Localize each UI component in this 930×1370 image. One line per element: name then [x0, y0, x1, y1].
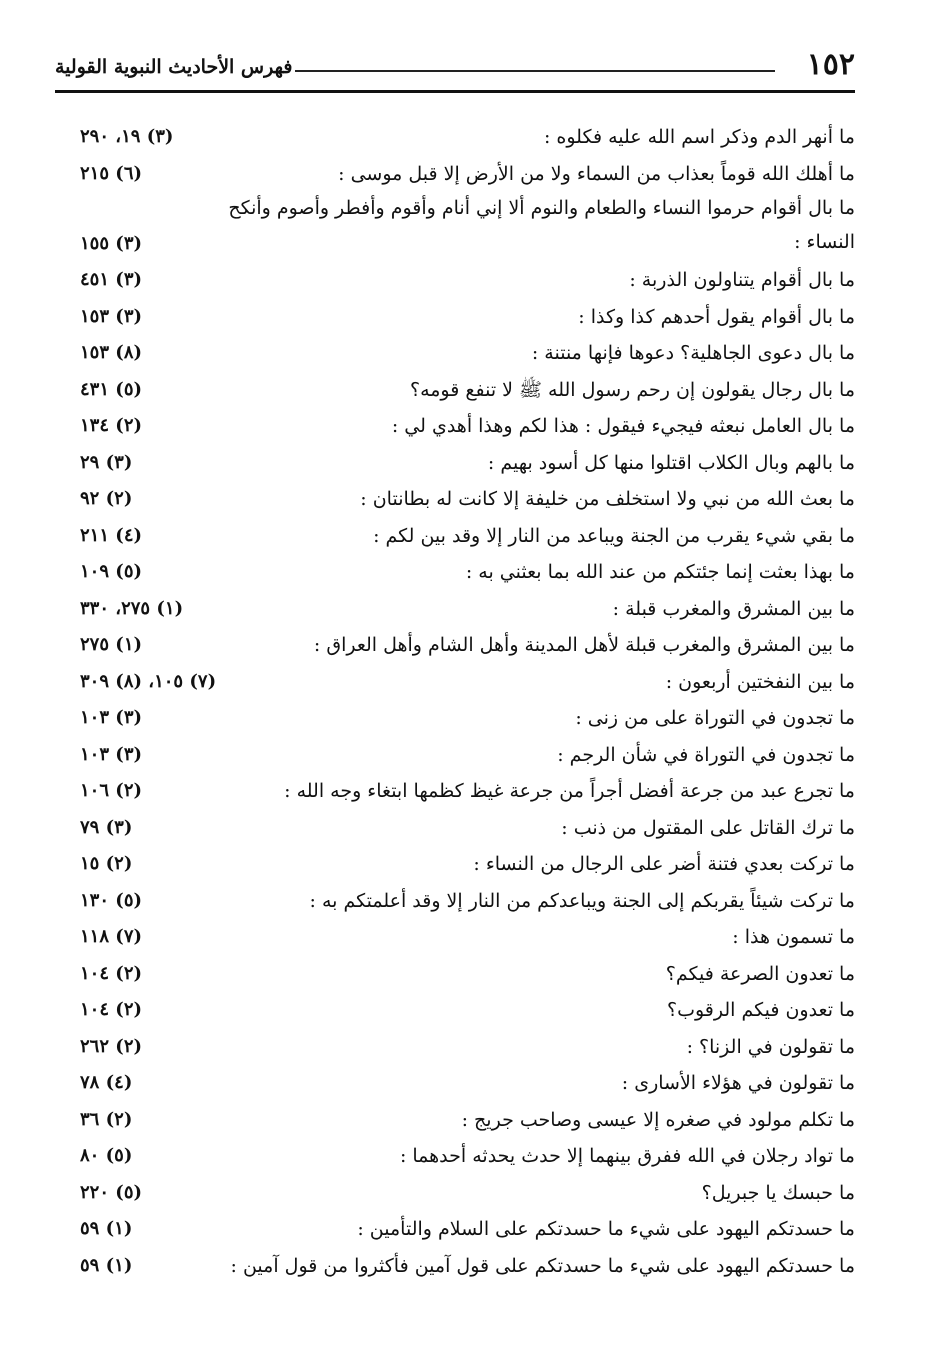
hadith-text: ما بال العامل نبعثه فيجيء فيقول : هذا لكم وهذا أهدي لي :: [391, 415, 855, 437]
hadith-text: ما أنهر الدم وذكر اسم الله عليه فكلوه :: [543, 126, 855, 148]
hadith-text: ما بقي شيء يقرب من الجنة ويباعد من النار إلا وقد بين لكم :: [373, 524, 855, 547]
volume-page-ref: (٤) ٧٨: [80, 1072, 133, 1093]
hadith-text: ما تقولون في هؤلاء الأسارى :: [621, 1072, 855, 1094]
volume-page-ref: (٣) ٢٩: [80, 451, 133, 473]
hadith-text: ما أهلك الله قوماً بعذاب من السماء ولا من الأرض إلا قبل موسى :: [338, 162, 855, 185]
index-entry: [80, 1066, 855, 1103]
volume-page-ref: (٢) ١٠٤: [80, 999, 143, 1020]
volume-page-ref: (٣) ١٠٣: [80, 743, 143, 765]
hadith-text: ما تعدون الصرعة فيكم؟: [665, 962, 855, 985]
index-entry: [80, 446, 855, 483]
volume-page-ref: (٢) ١٠٤: [80, 962, 143, 984]
index-entry: [80, 592, 855, 629]
header-dash: [295, 70, 775, 72]
header-rule: [55, 90, 855, 93]
index-entry: [80, 555, 855, 592]
index-entry: [80, 409, 855, 446]
volume-page-ref: (٢) ١٥: [80, 853, 133, 874]
index-entry: [80, 774, 855, 811]
volume-page-ref: (١) ٢٧٥: [80, 634, 143, 655]
volume-page-ref: (٥) ٨٠: [80, 1145, 133, 1166]
hadith-text: ما بين النفختين أربعون :: [665, 670, 855, 693]
hadith-text: ما تكلم مولود في صغره إلا عيسى وصاحب جريج :: [461, 1108, 855, 1131]
hadith-text: ما ترك القاتل على المقتول من ذنب :: [561, 816, 855, 839]
index-entry: [80, 263, 855, 300]
index-entry: [80, 1030, 855, 1067]
volume-page-ref: (٣) ١٠٣: [80, 707, 143, 728]
index-entry: [80, 1176, 855, 1213]
index-entry: [80, 957, 855, 994]
hadith-text: ما تركت شيئاً يقربكم إلى الجنة ويباعدكم من النار إلا وقد أعلمتكم به :: [309, 889, 855, 912]
index-entry: [80, 701, 855, 738]
volume-page-ref: (٣) ١٥٥: [80, 233, 143, 254]
index-entry: [80, 519, 855, 556]
page-header: [55, 48, 855, 88]
index-entry: [80, 1139, 855, 1176]
hadith-text: ما حسدتكم اليهود على شيء ما حسدتكم على قول آمين فأكثروا من قول آمين :: [230, 1254, 855, 1277]
index-entry: [80, 738, 855, 775]
volume-page-ref: (٥) ٢٢٠: [80, 1181, 143, 1203]
hadith-text: ما تجدون في التوراة في شأن الرجم :: [557, 743, 855, 766]
hadith-text: ما تجدون في التوراة على من زنى :: [575, 707, 855, 729]
index-entry: [80, 920, 855, 957]
index-entry: [80, 336, 855, 373]
hadith-text: ما بال دعوى الجاهلية؟ دعوها فإنها منتنة :: [531, 342, 855, 364]
index-entry: [80, 1103, 855, 1140]
volume-page-ref: (١) ٥٩: [80, 1254, 133, 1276]
hadith-text: ما حسدتكم اليهود على شيء ما حسدتكم على السلام والتأمين :: [357, 1218, 855, 1240]
volume-page-ref: (٢) ٣٦: [80, 1108, 133, 1130]
hadith-text: ما تعدون فيكم الرقوب؟: [666, 999, 855, 1021]
volume-page-ref: (٥) ٤٣١: [80, 378, 143, 400]
volume-page-ref: (٢) ٩٢: [80, 488, 133, 509]
hadith-text: ما بالهم وبال الكلاب اقتلوا منها كل أسود بهيم :: [487, 451, 855, 474]
hadith-text: ما حبسك يا جبريل؟: [701, 1181, 855, 1204]
index-entry: [80, 665, 855, 702]
hadith-text: ما بال رجال يقولون إن رحم رسول الله ﷺ لا تنفع قومه؟: [409, 378, 855, 401]
hadith-index-list: [80, 120, 855, 1285]
index-entry: [80, 482, 855, 519]
hadith-text: ما بين المشرق والمغرب قبلة لأهل المدينة وأهل الشام وأهل العراق :: [313, 634, 855, 656]
hadith-text: ما بهذا بعثت إنما جئتكم من عند الله بما بعثني به :: [465, 561, 855, 583]
index-entry: [80, 1249, 855, 1286]
volume-page-ref: (٦) ٢١٥: [80, 162, 143, 184]
volume-page-ref: (٧) ١٠٥، (٨) ٣٠٩: [80, 670, 217, 692]
volume-page-ref: (١) ٢٧٥، ٣٣٠: [80, 597, 184, 619]
page-number: ١٥٢: [806, 47, 855, 82]
volume-page-ref: (٢) ٢٦٢: [80, 1035, 143, 1057]
index-entry: [80, 193, 855, 263]
volume-page-ref: (١) ٥٩: [80, 1218, 133, 1239]
hadith-text: ما بال أقوام يقول أحدهم كذا وكذا :: [578, 305, 855, 328]
hadith-text: ما تركت بعدي فتنة أضر على الرجال من النساء :: [473, 853, 855, 875]
index-entry: [80, 1212, 855, 1249]
index-entry: [80, 993, 855, 1030]
volume-page-ref: (٧) ١١٨: [80, 926, 143, 947]
index-entry: [80, 628, 855, 665]
volume-page-ref: (٣) ٤٥١: [80, 269, 143, 290]
index-entry: [80, 884, 855, 921]
volume-page-ref: (٤) ٢١١: [80, 524, 143, 546]
running-title: فهرس الأحاديث النبوية القولية: [55, 56, 293, 78]
volume-page-ref: (٥) ١٣٠: [80, 889, 143, 911]
index-entry: [80, 811, 855, 848]
volume-page-ref: (٥) ١٠٩: [80, 561, 143, 582]
hadith-text: ما بال أقوام حرموا النساء والطعام والنوم ألا إني أنام وأقوم وأفطر وأصوم وأنكح النساء :: [228, 197, 855, 253]
hadith-text: ما بعث الله من نبي ولا استخلف من خليفة إلا كانت له بطانتان :: [360, 488, 855, 510]
index-entry: [80, 120, 855, 157]
hadith-text: ما تواد رجلان في الله ففرق بينهما إلا حدث يحدثه أحدهما :: [399, 1145, 855, 1167]
volume-page-ref: (٣) ١٩، ٢٩٠: [80, 126, 174, 147]
volume-page-ref: (٨) ١٥٣: [80, 342, 143, 363]
hadith-text: ما تجرع عبد من جرعة أفضل أجراً من جرعة غيظ كظمها ابتغاء وجه الله :: [284, 780, 855, 802]
index-entry: [80, 373, 855, 410]
volume-page-ref: (٢) ١٣٤: [80, 415, 143, 436]
volume-page-ref: (٣) ١٥٣: [80, 305, 143, 327]
index-entry: [80, 157, 855, 194]
index-entry: [80, 847, 855, 884]
hadith-text: ما تسمون هذا :: [732, 926, 855, 948]
index-entry: [80, 300, 855, 337]
volume-page-ref: (٣) ٧٩: [80, 816, 133, 838]
hadith-text: ما تقولون في الزنا؟ :: [686, 1035, 855, 1058]
volume-page-ref: (٢) ١٠٦: [80, 780, 143, 801]
hadith-text: ما بين المشرق والمغرب قبلة :: [612, 597, 855, 620]
hadith-text: ما بال أقوام يتناولون الذربة :: [629, 269, 855, 291]
